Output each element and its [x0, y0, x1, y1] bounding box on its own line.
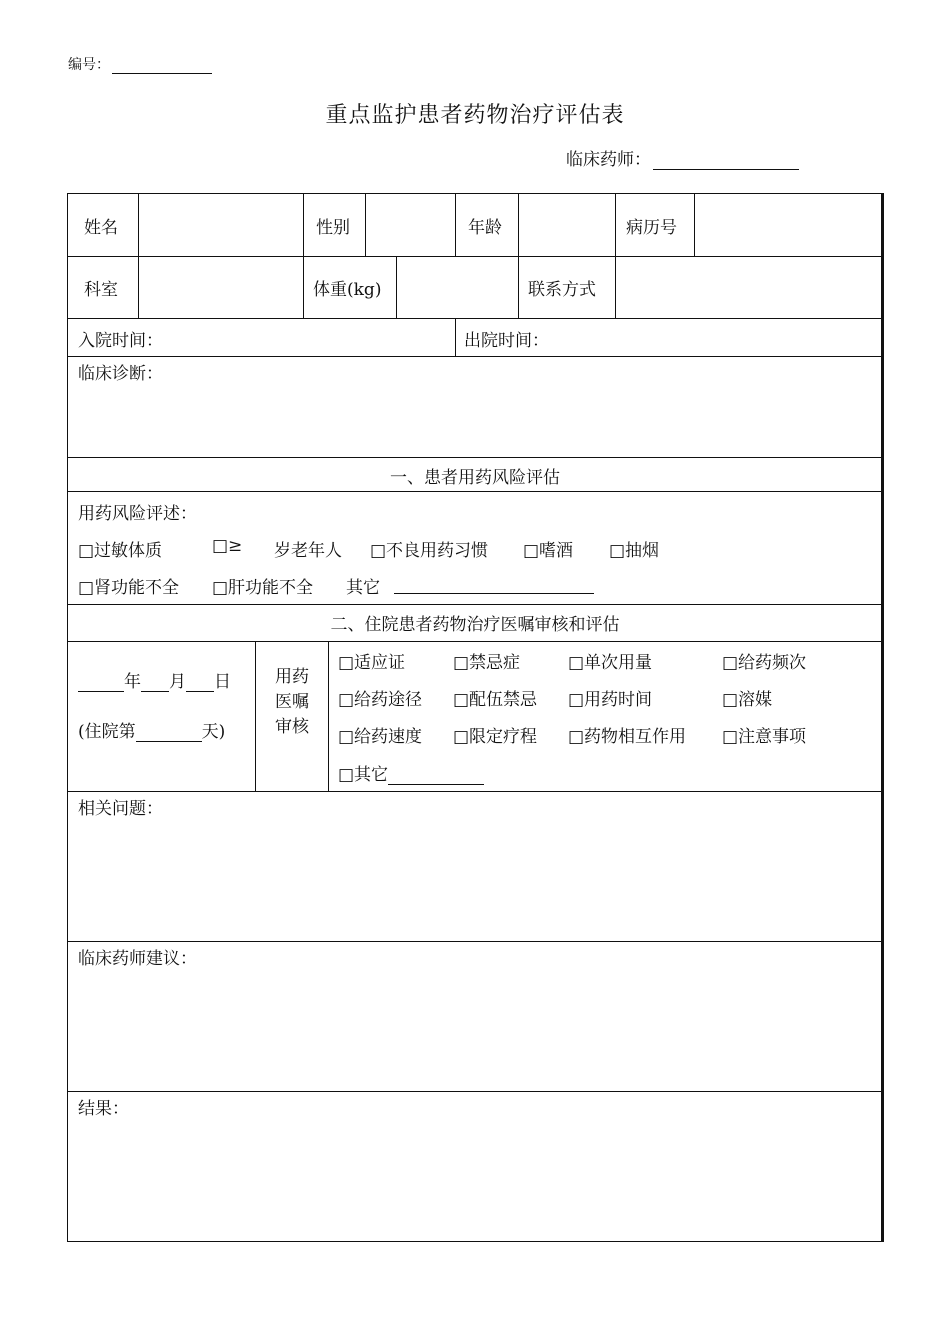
age-input[interactable]: [519, 194, 615, 256]
admission-time-label: 入院时间：: [78, 331, 163, 351]
weight-label: 体重(kg): [313, 280, 382, 300]
row-divider: [68, 457, 882, 458]
row-divider: [68, 356, 882, 357]
month-label: 月: [169, 672, 186, 692]
month-input[interactable]: [141, 672, 169, 692]
row-divider: [68, 1091, 882, 1092]
contact-label: 联系方式: [528, 280, 596, 300]
allergy-checkbox[interactable]: □过敏体质: [78, 541, 163, 561]
gender-input[interactable]: [366, 194, 455, 256]
row-divider: [68, 604, 882, 605]
day-label: 日: [214, 672, 231, 692]
record-number-input[interactable]: [695, 194, 882, 256]
interaction-checkbox[interactable]: □药物相互作用: [568, 727, 687, 747]
hospital-day-input[interactable]: [136, 722, 202, 742]
evaluation-form: [67, 193, 884, 1242]
department-label: 科室: [84, 280, 118, 300]
contact-input[interactable]: [616, 257, 882, 318]
col-divider: [455, 318, 456, 356]
contraindication-checkbox[interactable]: □禁忌症: [453, 653, 521, 673]
discharge-time-label: 出院时间：: [464, 331, 549, 351]
other-risk-label: 其它: [346, 578, 380, 598]
hospital-day-prefix: (住院第: [78, 722, 136, 742]
timing-checkbox[interactable]: □用药时间: [568, 690, 653, 710]
order-review-label-line: 审核: [275, 717, 309, 737]
gender-label: 性别: [316, 218, 350, 238]
bad-habit-checkbox[interactable]: □不良用药习惯: [370, 541, 489, 561]
diagnosis-input[interactable]: [68, 384, 882, 456]
other-risk-input[interactable]: [394, 574, 594, 594]
result-label: 结果：: [78, 1099, 129, 1119]
advice-label: 临床药师建议：: [78, 949, 197, 969]
hepatic-checkbox[interactable]: □肝功能不全: [212, 578, 314, 598]
risk-desc-label: 用药风险评述：: [78, 504, 197, 524]
section2-title: 二、住院患者药物治疗医嘱审核和评估: [330, 615, 620, 635]
result-input[interactable]: [68, 1118, 882, 1238]
incompatibility-checkbox[interactable]: □配伍禁忌: [453, 690, 538, 710]
frequency-checkbox[interactable]: □给药频次: [722, 653, 807, 673]
name-input[interactable]: [139, 194, 303, 256]
row-divider: [68, 641, 882, 642]
renal-checkbox[interactable]: □肾功能不全: [78, 578, 180, 598]
col-divider: [303, 194, 304, 318]
department-input[interactable]: [139, 257, 303, 318]
order-review-label-line: 医嘱: [275, 692, 309, 712]
section1-title: 一、患者用药风险评估: [390, 468, 560, 488]
col-divider: [455, 194, 456, 256]
advice-input[interactable]: [68, 968, 882, 1090]
pharmacist-label: 临床药师：: [566, 150, 651, 170]
pharmacist-input[interactable]: [653, 149, 799, 170]
pharmacist-field: [566, 145, 799, 170]
elderly-label: 岁老年人: [274, 541, 342, 561]
hospital-day-suffix: 天): [201, 722, 226, 742]
precautions-checkbox[interactable]: □注意事项: [722, 727, 807, 747]
infusion-rate-checkbox[interactable]: □给药速度: [338, 727, 423, 747]
review-date: [78, 667, 231, 692]
route-checkbox[interactable]: □给药途径: [338, 690, 423, 710]
smoking-checkbox[interactable]: □抽烟: [609, 541, 660, 561]
row-divider: [68, 941, 882, 942]
year-label: 年: [124, 672, 141, 692]
weight-input[interactable]: [397, 257, 518, 318]
record-number-label: 病历号: [626, 218, 677, 238]
course-limit-checkbox[interactable]: □限定疗程: [453, 727, 538, 747]
serial-label: 编号：: [68, 57, 110, 73]
order-review-label-line: 用药: [275, 667, 309, 687]
row-divider: [68, 491, 882, 492]
day-input[interactable]: [186, 672, 214, 692]
age-label: 年龄: [468, 218, 502, 238]
row-divider: [68, 791, 882, 792]
issues-input[interactable]: [68, 818, 882, 940]
issues-label: 相关问题：: [78, 799, 163, 819]
diagnosis-label: 临床诊断：: [78, 364, 163, 384]
other-review-input[interactable]: [388, 765, 484, 785]
row-divider: [68, 318, 882, 319]
year-input[interactable]: [78, 672, 124, 692]
name-label: 姓名: [84, 218, 118, 238]
serial-number: [68, 54, 212, 74]
indication-checkbox[interactable]: □适应证: [338, 653, 406, 673]
other-review-checkbox[interactable]: [338, 760, 484, 785]
form-title: 重点监护患者药物治疗评估表: [325, 103, 625, 128]
single-dose-checkbox[interactable]: □单次用量: [568, 653, 653, 673]
hospital-day: [78, 717, 225, 742]
order-review-label: [255, 665, 329, 740]
other-review-label: □其它: [338, 765, 389, 785]
elderly-checkbox[interactable]: □≥: [212, 536, 243, 556]
solvent-checkbox[interactable]: □溶媒: [722, 690, 773, 710]
alcohol-checkbox[interactable]: □嗜酒: [523, 541, 574, 561]
serial-input[interactable]: [112, 57, 212, 74]
